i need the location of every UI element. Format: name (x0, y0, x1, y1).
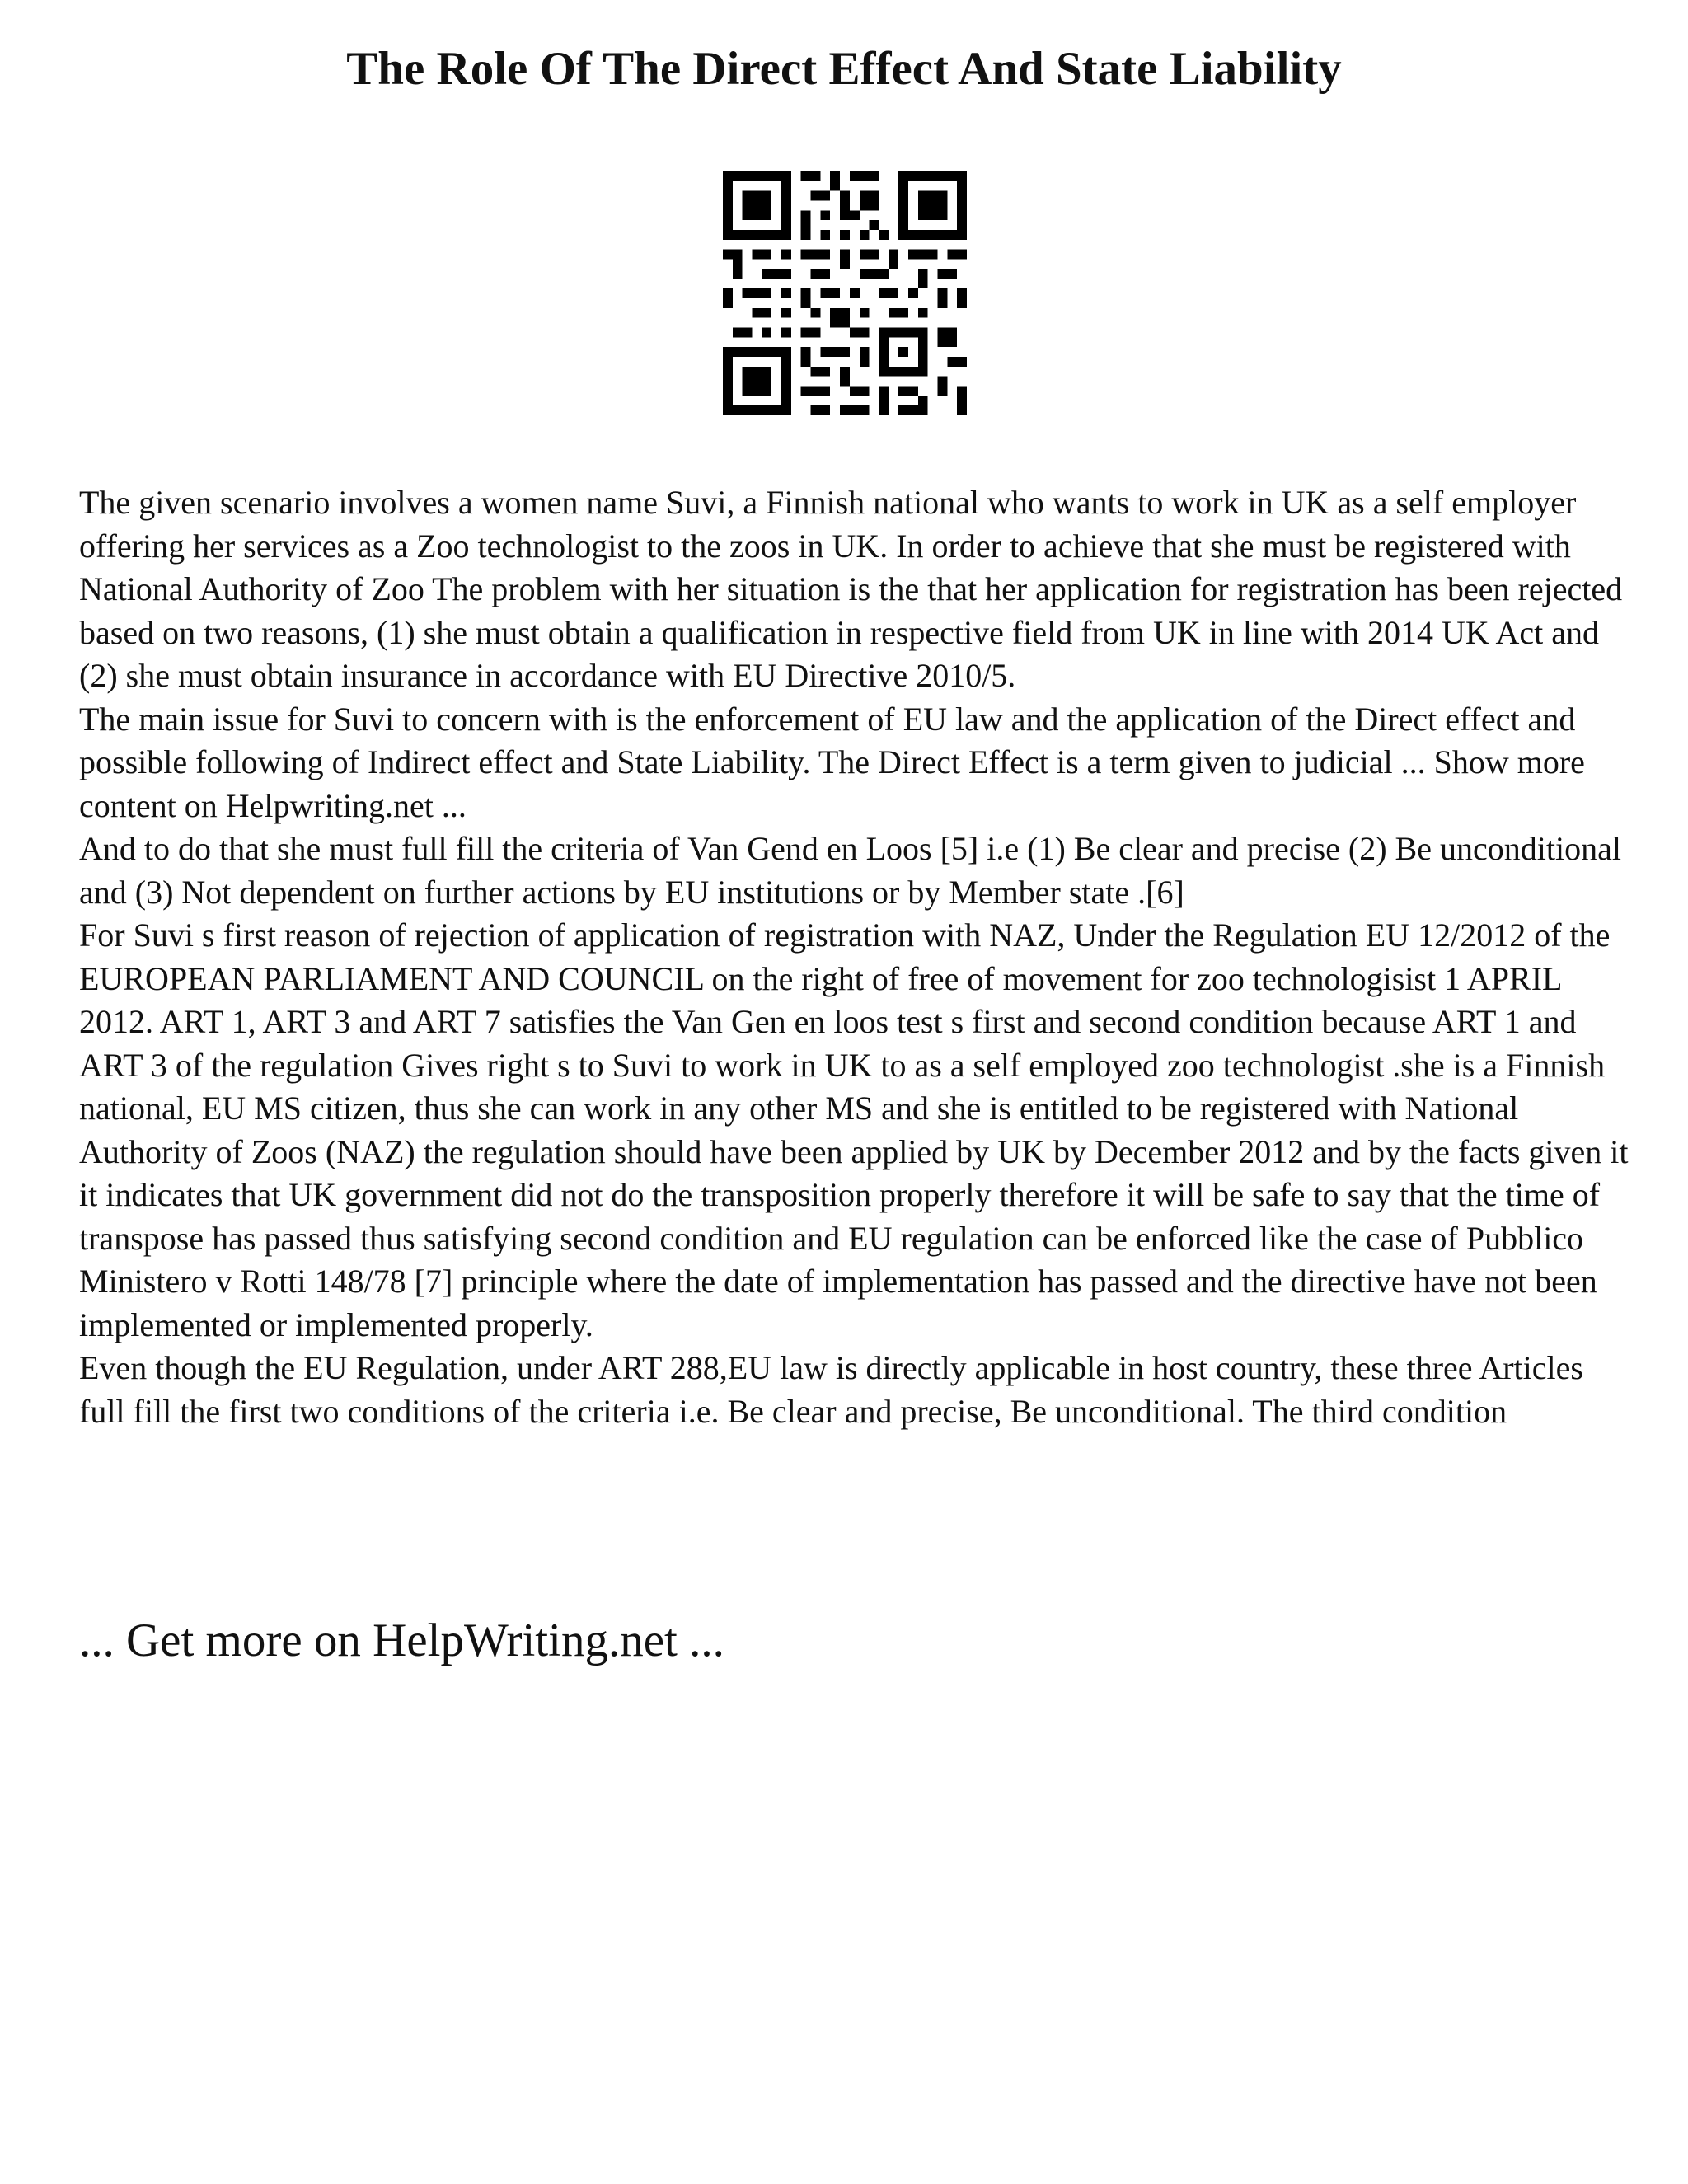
body-paragraph: The given scenario involves a women name Suvi, a Finnish national who wants to work in UK as a self employer offering her services as a Zoo technologist to the zoos in UK. In order to achieve that she must be registered with National Authority of Zoo The problem with her situation is the that her application for registration has been rejected based on two reasons, (1) she must obtain a qualification in respective field from UK in line with 2014 UK Act and (2) she must obtain insurance in accordance with EU Directive 2010/5. (79, 484, 1623, 694)
body-paragraph: For Suvi s first reason of rejection of application of registration with NAZ, Under the Regulation EU 12/2012 of the EUROPEAN PARLIAMENT AND COUNCIL on the right of free of movement for zoo technologisist 1 APRIL 2012. ART 1, ART 3 and ART 7 satisfies the Van Gen en loos test s first and second condition because ART 1 and ART 3 of the regulation Gives right s to Suvi to work in UK to as a self employed zoo technologist .she is a Finnish national, EU MS citizen, thus she can work in any other MS and she is entitled to be registered with National Authority of Zoos (NAZ) the regulation should have been applied by UK by December 2012 and by the facts given it it indicates that UK government did not do the transposition properly therefore it will be safe to say that the time of transpose has passed thus satisfying second condition and EU regulation can be enforced like the case of Pubblico Ministero v Rotti 148/78 [7] principle where the date of implementation has passed and the directive have not been implemented or implemented properly. (79, 916, 1629, 1343)
document-title: The Role Of The Direct Effect And State Liability (346, 43, 1342, 95)
body-paragraph: The main issue for Suvi to concern with is the enforcement of EU law and the application of the Direct effect and possible following of Indirect effect and State Liability. The Direct Effect is a term given to judicial ... Show more content on Helpwriting.net ... (79, 700, 1585, 824)
qr-code-icon (723, 171, 967, 415)
body-paragraph: Even though the EU Regulation, under ART 288,EU law is directly applicable in host country, these three Articles full fill the first two conditions of the criteria i.e. Be clear and precise, Be unconditional. The third condition (79, 1349, 1583, 1430)
get-more-link[interactable]: ... Get more on HelpWriting.net ... (79, 1615, 724, 1666)
body-paragraph: And to do that she must full fill the criteria of Van Gend en Loos [5] i.e (1) Be clear and precise (2) Be unconditional and (3) Not dependent on further actions by EU institutions or by Member state .[6] (79, 830, 1621, 911)
document-body (79, 481, 1629, 1433)
